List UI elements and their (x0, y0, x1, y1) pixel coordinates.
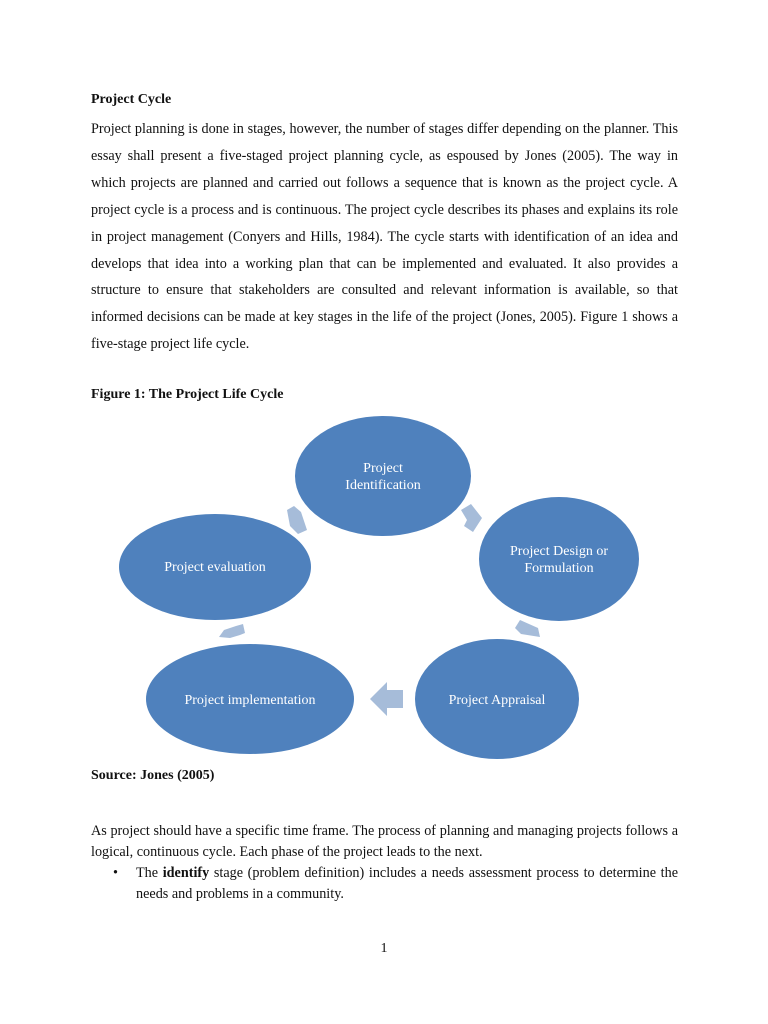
node-label-line1: Project evaluation (164, 560, 266, 575)
arrow-implementation-to-evaluation (219, 624, 245, 638)
node-label-line1: Project (363, 461, 403, 476)
bullet-rest: stage (problem definition) includes a needs assessment process to determine the needs and problems in a community. (136, 865, 678, 902)
body-paragraph: As project should have a specific time frame. The process of planning and managing projects follows a logical, continuous cycle. Each phase of the project leads to the next. (91, 823, 678, 860)
bullet-item (113, 863, 678, 905)
cycle-node-appraisal (415, 639, 579, 759)
figure-caption: Figure 1: The Project Life Cycle (91, 387, 284, 402)
cycle-node-evaluation (119, 514, 311, 620)
node-shape (479, 497, 639, 621)
node-label-line1: Project implementation (184, 693, 316, 708)
bullet-icon: • (113, 865, 118, 881)
arrow-appraisal-to-implementation (370, 682, 403, 716)
node-label-line2: Identification (345, 478, 421, 493)
arrow-design-to-appraisal (515, 620, 540, 637)
node-label-line1: Project Design or (510, 544, 608, 559)
node-shape (295, 416, 471, 536)
figure-source: Source: Jones (2005) (91, 768, 215, 783)
intro-paragraph: Project planning is done in stages, however, the number of stages differ depending on the planner. This essay shall present a five-staged project planning cycle, as espoused by Jones (2005). The way in which projects are planned and carried out follows a sequence that is known as the project cycle. A project cycle is a process and is continuous. The project cycle describes its phases and explains its role in project management (Conyers and Hills, 1984). The cycle starts with identification of an idea and develops that idea into a working plan that can be implemented and evaluated. It also provides a structure to ensure that stakeholders are consulted and relevant information is available, so that informed decisions can be made at key stages in the life of the project (Jones, 2005). Figure 1 shows a five-stage project life cycle. (91, 121, 678, 353)
cycle-node-design (479, 497, 639, 621)
cycle-node-implementation (146, 644, 354, 754)
bullet-prefix: The (136, 865, 163, 881)
bullet-emphasis: identify (162, 865, 210, 881)
arrow-identification-to-design (461, 504, 482, 532)
bullet-text (136, 863, 678, 905)
page-number: 1 (380, 941, 388, 956)
section-heading: Project Cycle (91, 92, 172, 107)
arrow-evaluation-to-identification (287, 506, 307, 534)
node-label-line1: Project Appraisal (448, 693, 546, 708)
node-label-line2: Formulation (524, 561, 594, 576)
cycle-node-identification (295, 416, 471, 536)
